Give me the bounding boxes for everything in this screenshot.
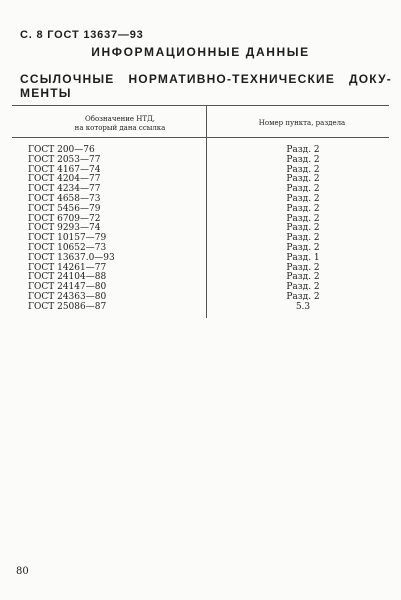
section-cell: Разд. 2 bbox=[286, 242, 320, 253]
section-cell: Разд. 2 bbox=[286, 203, 320, 214]
doc-cell: ГОСТ 24104—88 bbox=[28, 272, 107, 283]
subtitle-word: ДОКУ- bbox=[349, 72, 392, 86]
section-cell: Разд. 2 bbox=[286, 282, 320, 293]
section-cell: Разд. 2 bbox=[286, 233, 320, 244]
section-cell: Разд. 2 bbox=[286, 262, 320, 273]
section-cell: Разд. 2 bbox=[286, 164, 320, 175]
section-subtitle bbox=[20, 72, 392, 100]
doc-cell: ГОСТ 4167—74 bbox=[28, 164, 101, 175]
page-header: С. 8 ГОСТ 13637—93 bbox=[20, 29, 144, 41]
doc-cell: ГОСТ 4658—73 bbox=[28, 193, 101, 204]
section-cell: Разд. 2 bbox=[286, 154, 320, 165]
doc-cell: ГОСТ 13637.0—93 bbox=[28, 252, 115, 263]
doc-cell: ГОСТ 6709—72 bbox=[28, 213, 101, 224]
subtitle-line-1 bbox=[20, 72, 392, 86]
section-cell: 5.3 bbox=[295, 301, 311, 312]
subtitle-line-2: МЕНТЫ bbox=[20, 86, 72, 100]
table-row bbox=[28, 303, 368, 313]
doc-cell: ГОСТ 25086—87 bbox=[28, 301, 107, 312]
section-cell: Разд. 2 bbox=[286, 272, 320, 283]
section-cell: Разд. 2 bbox=[286, 291, 320, 302]
doc-cell: ГОСТ 10157—79 bbox=[28, 233, 107, 244]
doc-cell: ГОСТ 4204—77 bbox=[28, 174, 101, 185]
section-cell: Разд. 1 bbox=[286, 252, 320, 263]
doc-cell: ГОСТ 4234—77 bbox=[28, 184, 101, 195]
doc-cell: ГОСТ 2053—77 bbox=[28, 154, 101, 165]
table-top-rule bbox=[12, 105, 389, 106]
subtitle-word: ССЫЛОЧНЫЕ bbox=[20, 72, 115, 86]
table-header-rule bbox=[12, 137, 389, 138]
section-cell: Разд. 2 bbox=[286, 193, 320, 204]
page-number: 80 bbox=[16, 566, 29, 577]
doc-cell: ГОСТ 9293—74 bbox=[28, 223, 101, 234]
section-cell: Разд. 2 bbox=[286, 174, 320, 185]
column-header-section: Номер пункта, раздела bbox=[258, 119, 346, 127]
subtitle-word: НОРМАТИВНО-ТЕХНИЧЕСКИЕ bbox=[128, 72, 336, 86]
doc-cell: ГОСТ 10652—73 bbox=[28, 242, 107, 253]
column-header-line: Обозначение НТД, bbox=[85, 115, 155, 123]
column-header-line: на который дана ссылка bbox=[74, 124, 166, 132]
doc-cell: ГОСТ 14261—77 bbox=[28, 262, 107, 273]
doc-cell: ГОСТ 24147—80 bbox=[28, 282, 107, 293]
doc-cell: ГОСТ 24363—80 bbox=[28, 291, 107, 302]
column-header-document bbox=[40, 115, 200, 133]
section-cell: Разд. 2 bbox=[286, 223, 320, 234]
section-cell: Разд. 2 bbox=[286, 145, 320, 155]
section-cell: Разд. 2 bbox=[286, 213, 320, 224]
section-cell: Разд. 2 bbox=[286, 184, 320, 195]
section-title: ИНФОРМАЦИОННЫЕ ДАННЫЕ bbox=[91, 45, 310, 59]
reference-table-body bbox=[28, 146, 368, 313]
doc-cell: ГОСТ 200—76 bbox=[28, 145, 95, 155]
doc-cell: ГОСТ 5456—79 bbox=[28, 203, 101, 214]
